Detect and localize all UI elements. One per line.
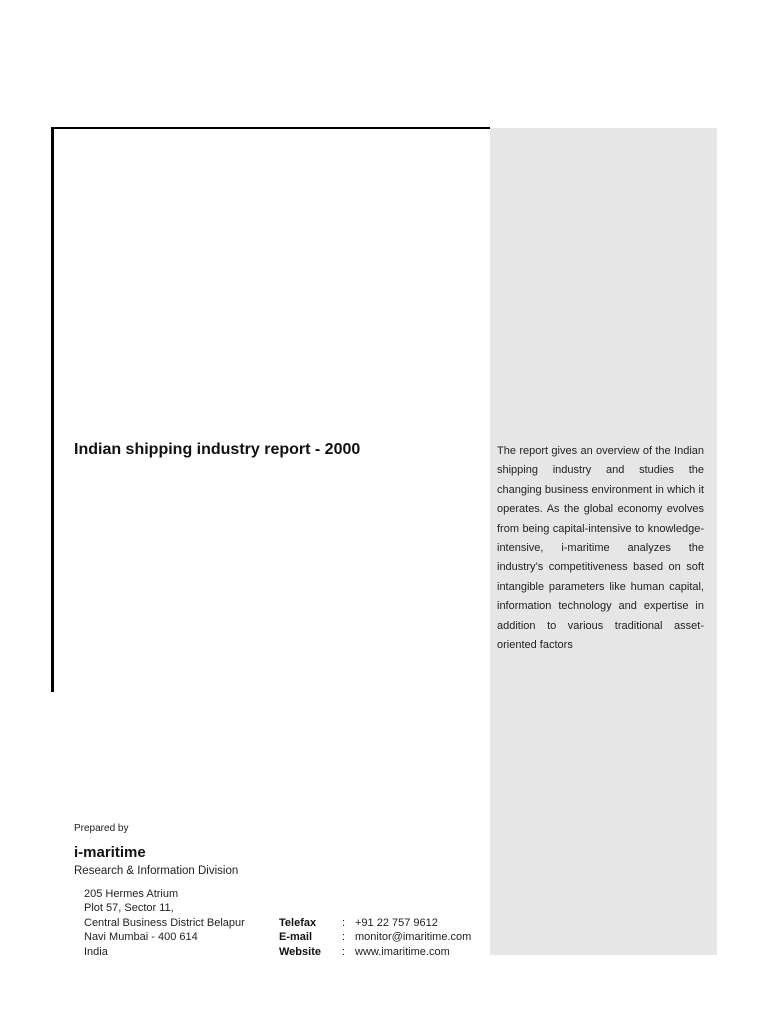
report-title: Indian shipping industry report - 2000 <box>74 441 361 458</box>
contact-row-website <box>279 945 471 959</box>
division-name: Research & Information Division <box>74 865 239 877</box>
address-line: Central Business District Belapur <box>84 916 245 929</box>
prepared-by-label: Prepared by <box>74 823 129 834</box>
report-summary: The report gives an overview of the Indian shipping industry and studies the changing business environment in which it operates. As the global economy evolves from being capital-intensive to knowledge-intensive, i-maritime analyzes the industry’s competitiveness based on soft intangible parameters like human capital, information technology and expertise in addition to various traditional asset-oriented factors <box>497 445 704 652</box>
website-label: Website <box>279 945 321 958</box>
website-value: www.imaritime.com <box>355 945 450 958</box>
contact-row-email <box>279 930 471 944</box>
frame-top-rule <box>51 127 490 129</box>
contact-separator: : <box>342 931 346 944</box>
contact-separator: : <box>342 917 346 929</box>
address-line: India <box>84 945 108 958</box>
email-label: E-mail <box>279 931 313 944</box>
contact-details <box>279 916 471 959</box>
frame-left-rule <box>51 127 54 692</box>
address-line: Navi Mumbai - 400 614 <box>84 931 198 944</box>
contact-row-telefax <box>279 916 471 930</box>
postal-address <box>84 887 245 959</box>
telefax-value: +91 22 757 9612 <box>355 917 438 929</box>
address-line: 205 Hermes Atrium <box>84 888 179 900</box>
organization-name: i-maritime <box>74 844 146 861</box>
telefax-label: Telefax <box>279 917 317 929</box>
address-line: Plot 57, Sector 11, <box>84 902 174 915</box>
contact-separator: : <box>342 945 346 958</box>
summary-sidebar <box>490 128 717 955</box>
email-value: monitor@imaritime.com <box>355 931 472 944</box>
